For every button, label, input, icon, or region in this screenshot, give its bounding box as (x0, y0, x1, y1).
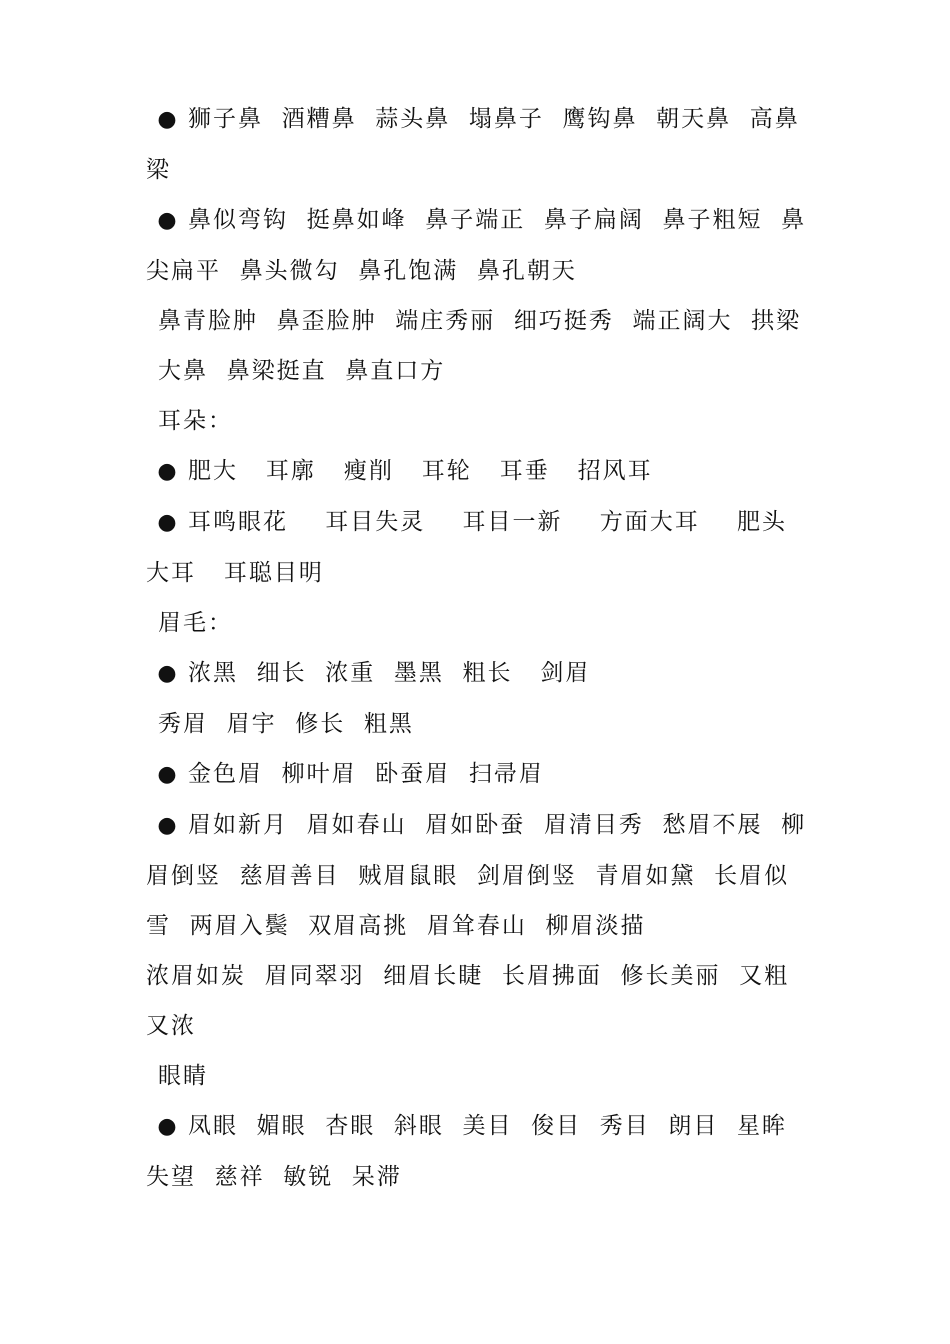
paragraph-eyebrow-phrases (146, 800, 810, 951)
paragraph-text: 金色眉 柳叶眉 卧蚕眉 扫帚眉 (188, 761, 544, 787)
bullet-icon: ● (157, 1114, 177, 1139)
bullet-icon: ● (157, 510, 177, 535)
document-body (146, 94, 810, 1202)
bullet-icon: ● (157, 813, 177, 838)
paragraph-eyebrow-phrases-2: 浓眉如炭 眉同翠羽 细眉长睫 长眉拂面 修长美丽 又粗又浓 (146, 963, 790, 1039)
section-heading-eyebrows: 眉毛： (158, 610, 233, 636)
bullet-icon: ● (157, 762, 177, 787)
paragraph-eyebrow-shapes (146, 749, 810, 800)
paragraph-text: 凤眼 媚眼 杏眼 斜眼 美目 俊目 秀目 朗目 星眸 失望 慈祥 敏锐 呆滞 (146, 1113, 806, 1190)
paragraph-text: 肥大 耳廓 瘦削 耳轮 耳垂 招风耳 (188, 458, 653, 484)
paragraph-ear-words (146, 446, 810, 497)
paragraph-nose-more: 鼻青脸肿 鼻歪脸肿 端庄秀丽 细巧挺秀 端正阔大 拱梁大鼻 鼻梁挺直 鼻直口方 (158, 308, 802, 384)
paragraph-text: 狮子鼻 酒糟鼻 蒜头鼻 塌鼻子 鹰钩鼻 朝天鼻 高鼻梁 (146, 106, 800, 183)
paragraph-eyebrow-words (146, 648, 810, 699)
paragraph-text: 眉如新月 眉如春山 眉如卧蚕 眉清目秀 愁眉不展 柳眉倒竖 慈眉善目 贼眉鼠眼 剑眉倒竖 青眉如黛 长眉似雪 两眉入鬓 双眉高挑 眉耸春山 柳眉淡描 (146, 812, 807, 939)
paragraph-text: 浓黑 细长 浓重 墨黑 粗长 剑眉 (188, 660, 591, 686)
bullet-icon: ● (157, 208, 177, 233)
paragraph-text: 鼻似弯钩 挺鼻如峰 鼻子端正 鼻子扁阔 鼻子粗短 鼻尖扁平 鼻头微勾 鼻孔饱满 鼻孔朝天 (146, 207, 807, 284)
paragraph-eyebrow-words-2: 秀眉 眉宇 修长 粗黑 (158, 711, 414, 737)
bullet-icon: ● (157, 107, 177, 132)
bullet-icon: ● (157, 661, 177, 686)
paragraph-text: 耳鸣眼花 耳目失灵 耳目一新 方面大耳 肥头大耳 耳聪目明 (146, 509, 787, 586)
section-heading-eyes: 眼睛 (158, 1063, 208, 1089)
paragraph-ear-phrases (146, 497, 810, 598)
bullet-icon: ● (157, 459, 177, 484)
paragraph-eye-words (146, 1101, 810, 1202)
section-heading-ears: 耳朵： (158, 408, 233, 434)
paragraph-nose-types (146, 94, 810, 195)
paragraph-nose-phrases (146, 195, 810, 296)
